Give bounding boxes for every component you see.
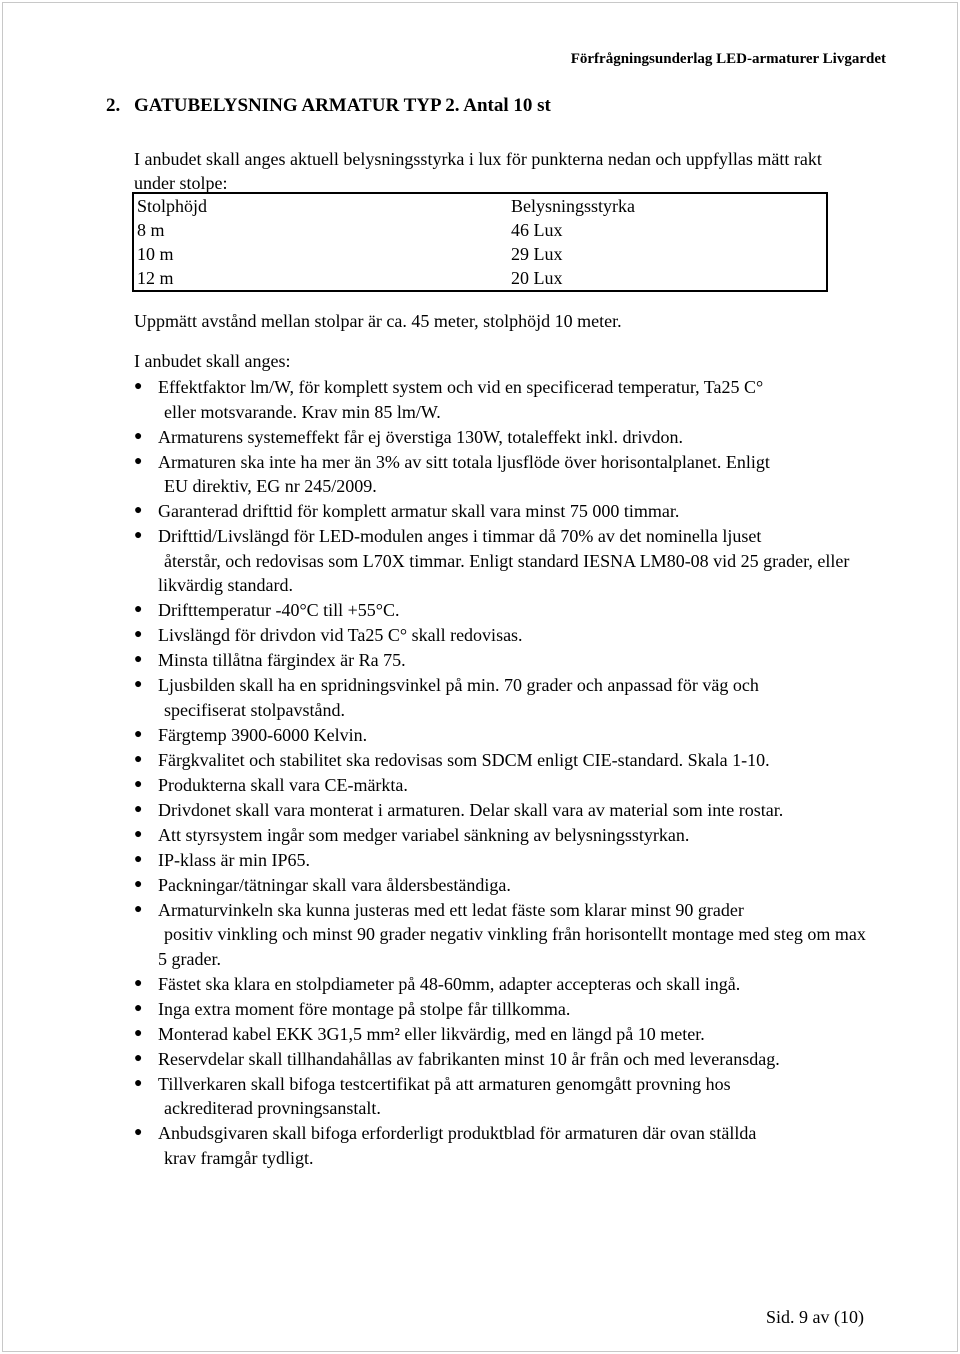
table-header-cell: Belysningsstyrka — [511, 196, 635, 216]
list-item-first-line: Fästet ska klara en stolpdiameter på 48-60mm, adapter accepteras och skall ingå. — [158, 973, 741, 994]
list-item-text — [158, 773, 874, 798]
list-item-text — [158, 848, 874, 873]
list-item-text — [158, 823, 874, 848]
bullet-icon: ● — [134, 503, 143, 518]
list-item-continuation: återstår, och redovisas som L70X timmar. Enligt standard IESNA LM80-08 vid 25 grader, eller likvärdig standard. — [158, 550, 850, 595]
bullet-icon: ● — [134, 627, 143, 642]
list-item — [134, 1072, 874, 1121]
list-item-first-line: IP-klass är min IP65. — [158, 849, 310, 870]
bullet-icon: ● — [134, 602, 143, 617]
list-item-first-line: Armaturvinkeln ska kunna justeras med ett ledat fäste som klarar minst 90 grader — [158, 899, 744, 920]
section-title: GATUBELYSNING ARMATUR TYP 2. Antal 10 st — [134, 95, 551, 116]
list-item-text — [158, 898, 874, 972]
document-title-header: Förfrågningsunderlag LED-armaturer Livgardet — [570, 51, 886, 67]
table-row — [133, 266, 827, 291]
bullet-icon: ● — [134, 1075, 143, 1091]
list-item — [134, 773, 874, 798]
list-item-text — [158, 598, 874, 623]
list-item-text — [158, 873, 874, 898]
list-item-continuation: specifiserat stolpavstånd. — [164, 699, 345, 720]
list-item-text — [158, 375, 874, 424]
bullet-icon: ● — [134, 528, 143, 543]
table-cell: 8 m — [137, 220, 165, 240]
list-item — [134, 425, 874, 450]
list-item — [134, 1022, 874, 1047]
list-item-first-line: Tillverkaren skall bifoga testcertifikat på att armaturen genomgått provning hos — [158, 1073, 731, 1094]
list-item-first-line: Drifttemperatur -40°C till +55°C. — [158, 600, 400, 620]
bullet-icon: ● — [134, 826, 143, 842]
bullet-icon: ● — [134, 801, 143, 817]
list-item-text — [158, 748, 874, 773]
list-item — [134, 1121, 874, 1170]
list-item — [134, 873, 874, 898]
list-item-continuation: eller motsvarande. Krav min 85 lm/W. — [164, 401, 441, 422]
list-item — [134, 524, 874, 598]
list-item-first-line: Livslängd för drivdon vid Ta25 C° skall redovisas. — [158, 625, 523, 645]
list-item-text — [158, 450, 874, 499]
illuminance-table — [132, 192, 828, 292]
bullet-icon: ● — [134, 1050, 143, 1066]
list-item-first-line: Att styrsystem ingår som medger variabel sänkning av belysningsstyrkan. — [158, 824, 690, 845]
list-item — [134, 450, 874, 499]
list-item — [134, 648, 874, 673]
table-row — [133, 218, 827, 242]
requirements-intro: I anbudet skall anges: — [134, 351, 291, 371]
page-number: Sid. 9 av (10) — [766, 1307, 864, 1327]
list-item-text — [158, 1022, 874, 1047]
distance-paragraph: Uppmätt avstånd mellan stolpar är ca. 45 meter, stolphöjd 10 meter. — [134, 311, 622, 331]
list-item-first-line: Monterad kabel EKK 3G1,5 mm² eller likvärdig, med en längd på 10 meter. — [158, 1023, 705, 1044]
list-item-first-line: Drifttid/Livslängd för LED-modulen anges i timmar då 70% av det nominella ljuset — [158, 526, 762, 546]
bullet-icon: ● — [134, 453, 143, 469]
list-item-text — [158, 723, 874, 748]
list-item-first-line: Reservdelar skall tillhandahållas av fabrikanten minst 10 år från och med leveransdag. — [158, 1048, 780, 1069]
list-item — [134, 798, 874, 823]
list-item-continuation: krav framgår tydligt. — [164, 1147, 314, 1168]
list-item-text — [158, 972, 874, 997]
intro-paragraph: I anbudet skall anges aktuell belysningsstyrka i lux för punkterna nedan och uppfyllas mätt rakt under stolpe: — [134, 149, 822, 193]
bullet-icon: ● — [134, 379, 143, 394]
bullet-icon: ● — [134, 901, 143, 917]
list-item — [134, 848, 874, 873]
list-item-first-line: Anbudsgivaren skall bifoga erforderligt produktblad för armaturen där ovan ställda — [158, 1123, 757, 1143]
list-item-continuation: positiv vinkling och minst 90 grader negativ vinkling från horisontellt montage med steg om max 5 grader. — [158, 924, 866, 969]
table-cell: 29 Lux — [511, 244, 563, 264]
bullet-icon: ● — [134, 851, 143, 867]
bullet-icon: ● — [134, 876, 143, 892]
list-item-text — [158, 524, 874, 598]
list-item-first-line: Drivdonet skall vara monterat i armaturen. Delar skall vara av material som inte rostar. — [158, 799, 784, 820]
bullet-icon: ● — [134, 776, 143, 792]
bullet-icon: ● — [134, 1025, 143, 1041]
list-item — [134, 1047, 874, 1072]
list-item-first-line: Garanterad drifttid för komplett armatur skall vara minst 75 000 timmar. — [158, 501, 680, 521]
section-heading — [106, 95, 551, 117]
list-item — [134, 723, 874, 748]
table-row — [133, 242, 827, 266]
list-item-first-line: Inga extra moment före montage på stolpe får tillkomma. — [158, 998, 571, 1019]
list-item-text — [158, 648, 874, 673]
list-item-first-line: Effektfaktor lm/W, för komplett system och vid en specificerad temperatur, Ta25 C° — [158, 377, 764, 397]
bullet-icon: ● — [134, 726, 143, 742]
list-item-continuation: ackrediterad provningsanstalt. — [164, 1098, 381, 1118]
bullet-icon: ● — [134, 428, 143, 444]
list-item-text — [158, 1072, 874, 1121]
bullet-icon: ● — [134, 1000, 143, 1016]
section-number: 2. — [106, 95, 121, 116]
list-item-text — [158, 425, 874, 450]
list-item — [134, 823, 874, 848]
requirements-list — [134, 375, 874, 1171]
list-item — [134, 748, 874, 773]
table-header-row — [133, 193, 827, 218]
list-item-first-line: Produkterna skall vara CE-märkta. — [158, 774, 408, 795]
list-item-first-line: Minsta tillåtna färgindex är Ra 75. — [158, 650, 406, 670]
list-item-text — [158, 1121, 874, 1170]
list-item-continuation: EU direktiv, EG nr 245/2009. — [164, 476, 377, 496]
table-cell: 46 Lux — [511, 220, 563, 240]
bullet-icon: ● — [134, 1125, 143, 1140]
list-item — [134, 375, 874, 424]
list-item-first-line: Armaturen ska inte ha mer än 3% av sitt totala ljusflöde över horisontalplanet. Enligt — [158, 451, 770, 472]
table-header-cell: Stolphöjd — [137, 196, 208, 216]
table-cell: 20 Lux — [511, 268, 563, 288]
list-item-text — [158, 673, 874, 722]
list-item-first-line: Packningar/tätningar skall vara åldersbeständiga. — [158, 874, 511, 895]
list-item-first-line: Armaturens systemeffekt får ej överstiga 130W, totaleffekt inkl. drivdon. — [158, 426, 684, 447]
list-item — [134, 673, 874, 722]
bullet-icon: ● — [134, 652, 143, 667]
table-cell: 12 m — [137, 268, 174, 288]
list-item — [134, 598, 874, 623]
bullet-icon: ● — [134, 975, 143, 991]
list-item-text — [158, 1047, 874, 1072]
list-item — [134, 623, 874, 648]
list-item-text — [158, 499, 874, 524]
list-item-text — [158, 997, 874, 1022]
list-item-first-line: Färgkvalitet och stabilitet ska redovisas som SDCM enligt CIE-standard. Skala 1-10. — [158, 749, 770, 770]
list-item-text — [158, 623, 874, 648]
bullet-icon: ● — [134, 751, 143, 767]
list-item-first-line: Färgtemp 3900-6000 Kelvin. — [158, 724, 368, 745]
bullet-icon: ● — [134, 677, 143, 692]
list-item — [134, 898, 874, 972]
table-cell: 10 m — [137, 244, 174, 264]
list-item-first-line: Ljusbilden skall ha en spridningsvinkel på min. 70 grader och anpassad för väg och — [158, 675, 759, 695]
list-item — [134, 972, 874, 997]
list-item — [134, 997, 874, 1022]
list-item-text — [158, 798, 874, 823]
list-item — [134, 499, 874, 524]
